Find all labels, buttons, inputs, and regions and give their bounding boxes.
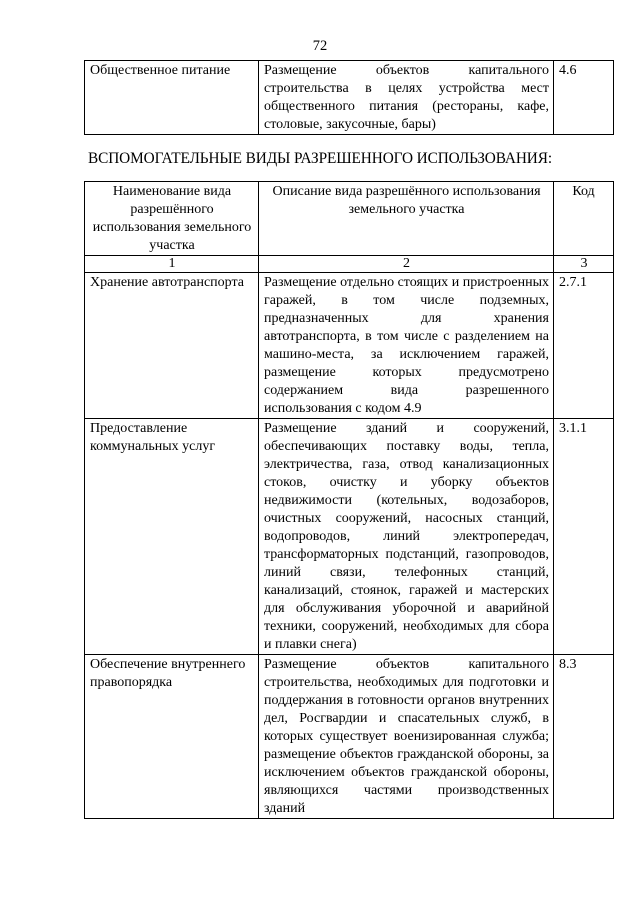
column-number-2: 2	[259, 256, 554, 273]
row-code-cell: 2.7.1	[554, 273, 614, 419]
auxiliary-uses-table	[84, 181, 614, 819]
header-description-cell: Описание вида разрешённого использования земельного участка	[259, 182, 554, 256]
page-number: 72	[312, 38, 328, 54]
row-name-cell: Предоставление коммунальных услуг	[85, 419, 259, 655]
row-code-cell: 4.6	[554, 61, 614, 135]
row-code-cell: 3.1.1	[554, 419, 614, 655]
table-row	[85, 419, 614, 655]
row-description-cell: Размещение отдельно стоящих и пристроенных гаражей, в том числе подземных, предназначенных для хранения автотранспорта, в том числе с разделением на машино-места, за исключением гаражей, размещение которых предусмотрено содержанием вида разрешенного использования с кодом 4.9	[259, 273, 554, 419]
column-number-row	[85, 256, 614, 273]
table-row	[85, 61, 614, 135]
continuation-table	[84, 60, 614, 135]
section-heading: ВСПОМОГАТЕЛЬНЫЕ ВИДЫ РАЗРЕШЕННОГО ИСПОЛЬЗОВАНИЯ:	[88, 150, 552, 167]
row-name-cell: Общественное питание	[85, 61, 259, 135]
table-header-row	[85, 182, 614, 256]
table-row	[85, 273, 614, 419]
row-description-cell: Размещение зданий и сооружений, обеспечивающих поставку воды, тепла, электричества, газа, отвод канализационных стоков, очистку и уборку объектов недвижимости (котельных, водозаборов, очистных сооружений, насосных станций, водопроводов, линий электропередач, трансформаторных подстанций, газопроводов, линий связи, телефонных станций, канализаций, стоянок, гаражей и мастерских для обслуживания уборочной и аварийной техники, сооружений, необходимых для сбора и плавки снега)	[259, 419, 554, 655]
header-code-cell: Код	[554, 182, 614, 256]
table-row	[85, 655, 614, 819]
row-name-cell: Обеспечение внутреннего правопорядка	[85, 655, 259, 819]
row-description-cell: Размещение объектов капитального строительства в целях устройства мест общественного питания (рестораны, кафе, столовые, закусочные, бары)	[259, 61, 554, 135]
header-name-cell: Наименование вида разрешённого использования земельного участка	[85, 182, 259, 256]
row-description-cell: Размещение объектов капитального строительства, необходимых для подготовки и поддержания в готовности органов внутренних дел, Росгвардии и спасательных служб, в которых существует военизированная служба; размещение объектов гражданской обороны, за исключением объектов гражданской обороны, являющихся частями производственных зданий	[259, 655, 554, 819]
column-number-1: 1	[85, 256, 259, 273]
row-code-cell: 8.3	[554, 655, 614, 819]
row-name-cell: Хранение автотранспорта	[85, 273, 259, 419]
column-number-3: 3	[554, 256, 614, 273]
